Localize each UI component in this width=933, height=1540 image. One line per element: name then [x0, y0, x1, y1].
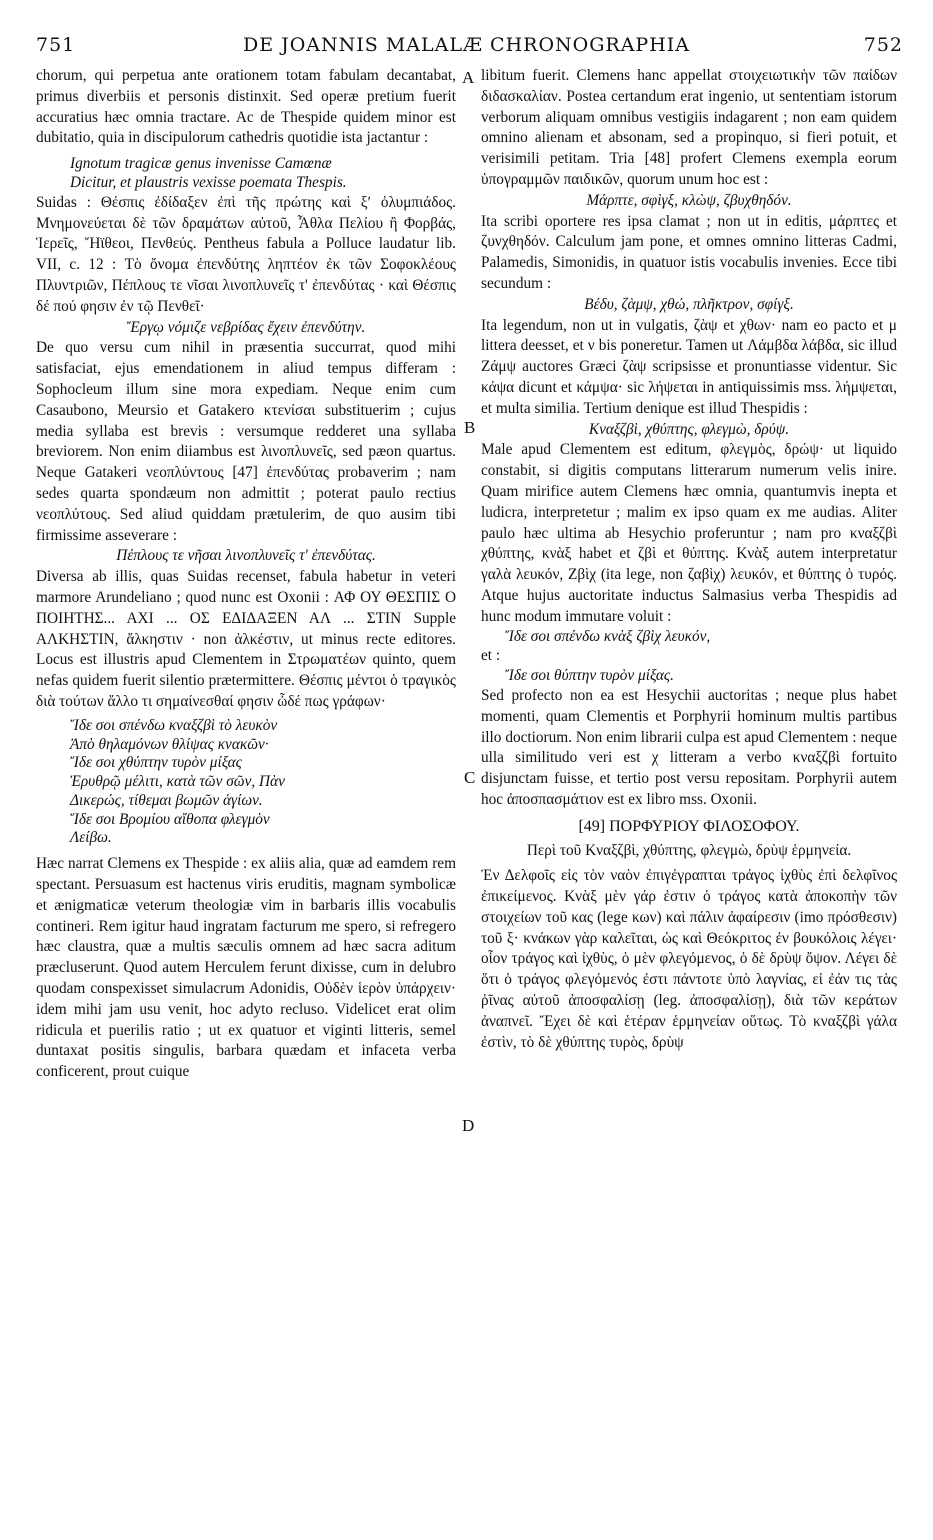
left-verse-4-line-4: Ἐρυθρῷ μέλιτι, κατὰ τῶν σῶν, Πὰν: [70, 773, 285, 791]
page-number-right: 752: [863, 34, 903, 56]
section-heading: [49] ΠΟΡΦΥΡΙΟΥ ΦΙΛΟΣΟΦΟΥ.: [578, 817, 800, 835]
right-verse-3: Κναξζβὶ, χθύπτης, φλεγμὼ, δρύψ.: [588, 420, 790, 438]
running-title: DE JOANNIS MALALÆ CHRONOGRAPHIA: [242, 34, 691, 56]
left-verse-4-line-1: Ἴδε σοι σπένδω κναξζβὶ τὸ λευκὸν: [70, 716, 278, 734]
left-verse-1-line-2: Dicitur, et plaustris vexisse poemata Thespis.: [70, 173, 347, 191]
right-verse-2: Βέδυ, ζὰμψ, χθώ, πλῆκτρον, σφίγξ.: [584, 295, 794, 313]
left-paragraph-2: Suidas : Θέσπις ἐδίδαξεν ἐπὶ τῆς πρώτης καὶ ξʹ ὀλυμπιάδος. Μνημονεύεται δὲ τῶν δραμάτων αὐτοῦ, Ἆθλα Πελίου ἢ Φορβάς, Ἱερεῖς, Ἤϊθεοι, Πενθεύς. Pentheus fabula a Polluce laudatur lib. VII, c. 12 : Τὸ ὄνομα ἐπενδύτης ληπτέον ἐκ τῶν Σοφοκλέους Πλυντριῶν, Πέπλους τε νῖσαι λινοπλυνεῖς τ' ἐπενδύτας · καὶ Θέσπις δέ πού φησιν ἐν τῷ Πενθεῖ·: [36, 193, 456, 315]
right-verse-4: Ἴδε σοι σπένδω κνὰξ ζβὶχ λευκόν,: [505, 627, 711, 645]
left-verse-3: Πέπλους τε νῆσαι λινοπλυνεῖς τ' ἐπενδύτας.: [116, 547, 376, 565]
left-verse-4-line-2: Ἀπὸ θηλαμόνων θλίψας κνακῶν·: [70, 735, 269, 753]
left-verse-4-line-3: Ἴδε σοι χθύπτην τυρὸν μίξας: [70, 754, 242, 772]
page-number-left: 751: [36, 34, 76, 56]
right-paragraph-3: Ita legendum, non ut in vulgatis, ζὰψ et χθων· nam eo pacto et μ littera deesset, et ν bis poneretur. Tamen ut Λάμβδα λάβδα, sic illud Ζάμψ auctores Græci ζὰψ scripsisse et pronuntiasse videntur. Sic κάψα dicunt et κάμψα· sic λήψεται in antiquissimis mss. λήμψεται, et multa similia. Tertium denique est illud Thespidis :: [481, 316, 897, 417]
margin-marker-c: C: [464, 768, 476, 787]
section-subheading: Περὶ τοῦ Κναξζβὶ, χθύπτης, φλεγμὼ, δρὺψ ἑρμηνεία.: [526, 842, 852, 860]
right-et-label: et :: [481, 647, 501, 665]
right-verse-5: Ἴδε σοι θύπτην τυρὸν μίξας.: [505, 667, 674, 685]
left-verse-4-line-5: Δικερώς, τίθεμαι βωμῶν ἁγίων.: [70, 791, 263, 809]
left-verse-1-line-1: Ignotum tragicæ genus invenisse Camœnæ: [70, 155, 332, 173]
left-paragraph-5: Hæc narrat Clemens ex Thespide : ex aliis alia, quæ ad eamdem rem spectant. Persuasum est hactenus viris eruditis, magnam symbolicæ et ænigmaticæ veterum theologiæ vim in barbaris illis vocabulis contineri. Rem igitur haud ingratam facturum me spero, si refregero hæc claustra, quæ a multis sæculis omnem ad hæc sacra aditum præcluserunt. Quod autem Herculem ferunt dixisse, cum in delubro quodam conspexisset simulacrum Adonidis, Οὐδὲν ἱερὸν ὑπάρχειν· idem mihi jam usu venit, hoc adyto recluso. Videlicet erat olim ridicula et puerilis ratio ; ut ex quatuor et viginti litteris, semel duntaxat positis singulis, barbara quædam et infaceta verba conficerent, prout cuique: [36, 855, 456, 1081]
margin-marker-a: A: [462, 68, 475, 87]
right-verse-1: Μάρπτε, σφὶγξ, κλὼψ, ζβυχθηδόν.: [586, 191, 792, 209]
left-column: [36, 66, 456, 1526]
right-paragraph-6: Ἐν Δελφοῖς εἰς τὸν ναὸν ἐπιγέγραπται τράγος ἰχθὺς ἐπὶ δελφῖνος ἐπικείμενος. Κνὰξ μὲν γάρ ἐστιν ὁ τράγος κατὰ ἀποκοπὴν τῶν στοιχείων τοῦ κας (lege κων) καὶ πάλιν ἀφαίρεσιν (imo πρόσθεσιν) τοῦ ξ· κνάκων γὰρ καλεῖται, ὡς καὶ Θεόκριτος ἐν βουκόλοις λέγει· οἷον τράγος καὶ ἰχθὺς, ὁ μὲν φλεγόμενος, ὁ δὲ δρὺψ ὄψον. Λέγει δὲ ὅτι ὁ τράγος φλεγόμενός ἐστι πάντοτε ὑπὸ λαγνίας, εἰ ἐάν τις τὰς ῥῖνας αὐτοῦ ἀποσφαλίσῃ (leg. ἀποσφαλίσῃ), διὰ τῶν κεράτων ἀναπνεῖ. Ἔχει δὲ καὶ ἑτέραν ἑρμηνείαν οὕτως. Τὸ κναξζβὶ γάλα ἐστὶν, τὸ δὲ χθύπτης τυρὸς, δρὺψ: [481, 867, 897, 1051]
left-verse-2: Ἔργῳ νόμιζε νεβρίδας ἔχειν ἐπενδύτην.: [126, 318, 366, 336]
left-verse-4-line-6: Ἴδε σοι Βρομίου αἴθοπα φλεγμὸν: [70, 810, 270, 828]
margin-marker-d: D: [462, 1116, 475, 1135]
left-paragraph-4: Diversa ab illis, quas Suidas recenset, fabula habetur in veteri marmore Arundeliano ; quod nunc est Oxonii : ΑΦ ΟΥ ΘΕΣΠΙΣ Ο ΠΟΙΗΤΗΣ... ΑΧΙ ... ΟΣ ΕΔΙΔΑΞΕΝ ΑΛ ... ΣΤΙΝ Supple ΑΛΚΗΣΤΙΝ, ἄλκηστιν · non ἀλκέστιν, ut minus recte editores. Locus est illustris apud Clementem in Στρωματέων quinto, quem nefas quidem fuerit silentio prætermittere. Θέσπις μέντοι ὁ τραγικὸς διὰ τούτων ἄλλο τι σημαίνεσθαί φησιν ὧδέ πως γράφων·: [36, 568, 456, 710]
left-verse-4-line-7: Λείβω.: [70, 829, 112, 847]
right-paragraph-1: libitum fuerit. Clemens hanc appellat στοιχειωτικὴν τῶν παίδων διδασκαλίαν. Postea certandum erat ingenio, ut sententiam istorum verborum aliquam omnibus vestigiis indagarent ; non eam quidem omnino alienam et absonam, sed a propinquo, si fieri potuit, et verisimili petitam. Tria [48] profert Clemens exempla eorum ὑπογραμμῶν παιδικῶν, quorum unum hoc est :: [481, 67, 897, 188]
left-paragraph-3: De quo versu cum nihil in præsentia succurrat, quod mihi satisfaciat, ejus emendationem in aliud tempus differam : Sophocleum illum sine mora expediam. Neque enim cum Casaubono, Meursio et Gatakero κτενίσαι substituerim ; cujus media syllaba est brevis : versumque redderet una syllaba breviorem. Non enim diiambus est λινοπλυνεῖς, sed pæon quartus. Neque Gatakeri νεοπλύντους [47] ἐπενδύτας probaverim ; nam sedes quarta spondæum non admittit ; poterat paulo rectius νεοπλύτους. Sed aliud quiddam prætulerim, de quo ausim tibi firmissime asseverare :: [36, 339, 456, 544]
right-paragraph-5: Sed profecto non ea est Hesychii auctoritas ; neque plus habet momenti, quam Clementis et Porphyrii hominum multis partibus illo doctiorum. Non enim librarii culpa est apud Clementem : neque ulla similitudo veri est χ litteram a verbo κναξζβὶ fortuito disjunctam fuisse, et tertio post versu repositam. Porphyrii autem hoc ἀποσπασμάτιον est ex libro mss. Oxonii.: [481, 686, 897, 808]
left-paragraph-1: chorum, qui perpetua ante orationem totam fabulam decantabat, primus diverbiis et personis distinxit. Sed operæ pretium fuerit accuratius hæc omnia tractare. Ac de Thespide quidem minor est dubitatio, quia in discipulorum cathedris quotidie ista jactantur :: [36, 67, 456, 147]
page-header: [30, 34, 903, 64]
right-column: [481, 66, 897, 1526]
right-paragraph-2: Ita scribi oportere res ipsa clamat ; non ut in editis, μάρπτες et ζυνχθηδόν. Calculum jam pone, et omnes omnino litteras Cadmi, Palamedis, Simonidis, in quatuor istis vocabulis invenies. Ecce tibi secundum :: [481, 212, 897, 292]
right-paragraph-4: Male apud Clementem est editum, φλεγμὸς, δρώψ· ut liquido constabit, si digitis computans litterarum numerum velis inire. Quam mirifice autem Clemens hæc omnia, quantumvis inepta et ludicra, interpretetur ; malim ex ipso quam ex me audias. Aliter paulo hæc ultima ab Hesychio proferuntur ; nam pro κναξζβὶ χθύπτης, κνὰξ habet et ζβὶ et θύπτης. Κνὰξ autem interpretatur γαλὰ λευκόν, Ζβὶχ (ita lege, non ζαβὶχ) λευκόν, et θύπτης ὁ τυρός. Atque hujus auctoritate inductus Salmasius verba Thespidis ad hunc modum immutare voluit :: [481, 441, 897, 625]
margin-marker-b: B: [464, 418, 476, 437]
